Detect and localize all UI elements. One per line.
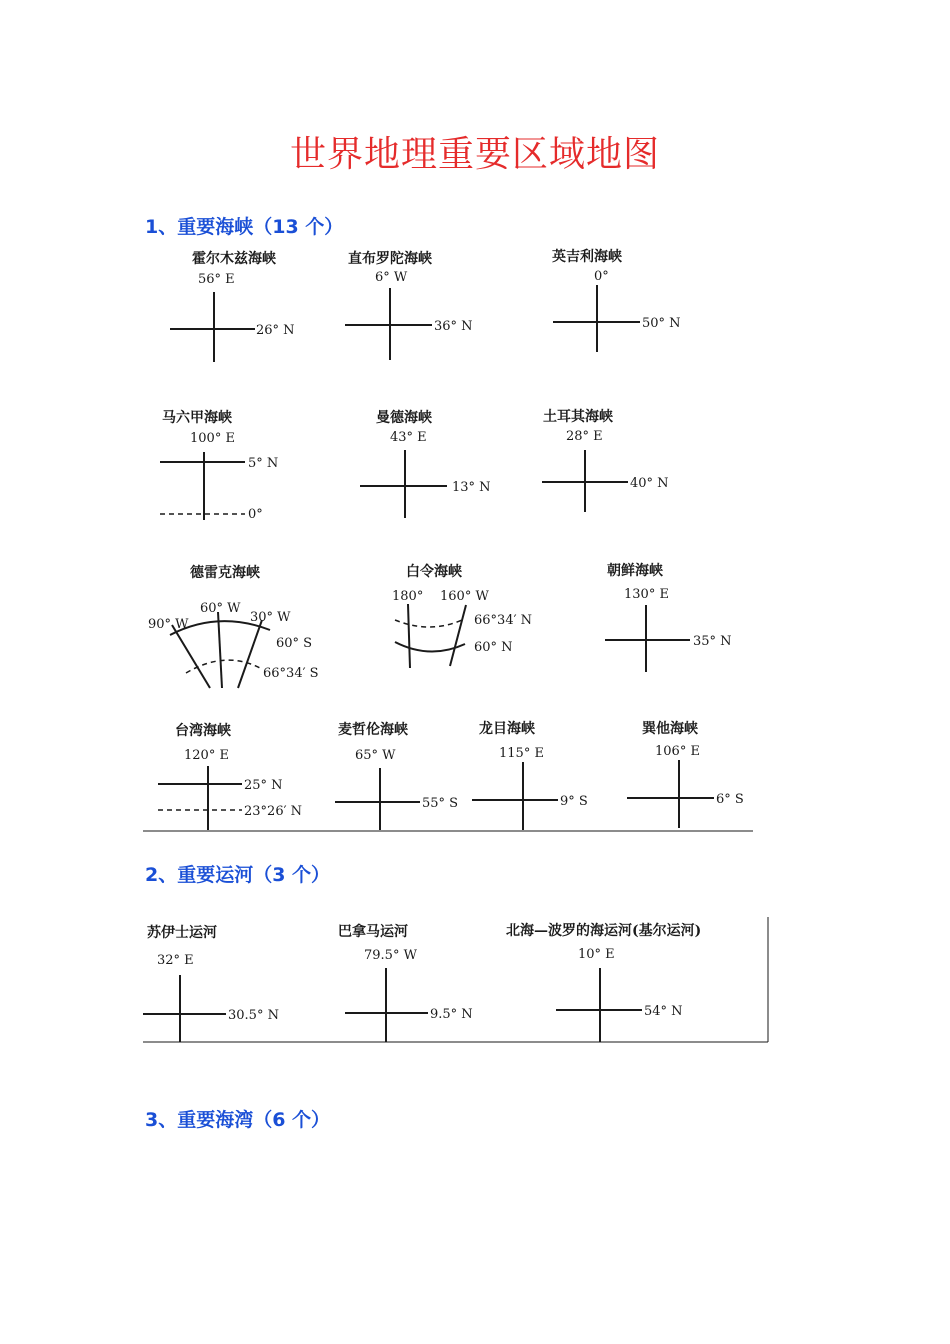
strait-gibraltar-lat: 36° N — [434, 319, 473, 334]
strait-taiwan-lat2: 23°26′ N — [244, 804, 303, 819]
strait-bering-lon1: 180° — [392, 589, 424, 604]
section-heading-bays: 3、重要海湾（6 个） — [145, 1109, 331, 1131]
strait-korea-lon: 130° E — [624, 587, 669, 602]
strait-english-channel-lat: 50° N — [642, 316, 681, 331]
strait-taiwan-lat: 25° N — [244, 778, 283, 793]
strait-hormuz-name: 霍尔木兹海峡 — [192, 251, 276, 267]
strait-magellan-lines — [335, 768, 420, 830]
canal-kiel-lat: 54° N — [644, 1004, 683, 1019]
strait-turkish-lon: 28° E — [566, 429, 603, 444]
strait-bab-el-mandeb-lon: 43° E — [390, 430, 427, 445]
canal-panama-name: 巴拿马运河 — [338, 924, 408, 940]
strait-english-channel-name: 英吉利海峡 — [552, 249, 622, 265]
strait-hormuz-lon: 56° E — [198, 272, 235, 287]
strait-magellan-lat: 55° S — [422, 796, 459, 811]
strait-gibraltar-lines — [345, 288, 432, 360]
strait-turkish-lat: 40° N — [630, 476, 669, 491]
strait-hormuz-lines — [170, 292, 255, 362]
strait-bering-name: 白令海峡 — [406, 564, 462, 580]
strait-taiwan-lines — [158, 766, 242, 830]
strait-gibraltar-name: 直布罗陀海峡 — [348, 251, 432, 267]
strait-malacca-lat2: 0° — [248, 507, 263, 522]
strait-taiwan-name: 台湾海峡 — [175, 723, 231, 739]
strait-malacca-name: 马六甲海峡 — [162, 410, 232, 426]
strait-gibraltar-lon: 6° W — [375, 270, 408, 285]
canal-suez-lat: 30.5° N — [228, 1008, 279, 1023]
strait-lombok-lon: 115° E — [499, 746, 544, 761]
strait-drake-name: 德雷克海峡 — [190, 565, 260, 581]
strait-hormuz-lat: 26° N — [256, 323, 295, 338]
strait-malacca-lines — [160, 452, 245, 520]
strait-drake-lon1: 90° W — [148, 617, 189, 632]
strait-lombok-lat: 9° S — [560, 794, 588, 809]
strait-magellan-name: 麦哲伦海峡 — [338, 722, 408, 738]
strait-bering-lines — [395, 604, 466, 668]
strait-malacca-lat: 5° N — [248, 456, 279, 471]
strait-sunda-lat: 6° S — [716, 792, 744, 807]
canal-panama-lat: 9.5° N — [430, 1007, 473, 1022]
page-title: 世界地理重要区域地图 — [289, 134, 660, 175]
canal-kiel-lon: 10° E — [578, 947, 615, 962]
canal-kiel-lines — [556, 968, 642, 1042]
strait-bering-lon2: 160° W — [440, 589, 489, 604]
strait-drake-lat2: 66°34′ S — [263, 666, 319, 681]
strait-drake-lon2: 60° W — [200, 601, 241, 616]
strait-drake-lat: 60° S — [276, 636, 313, 651]
strait-korea-lines — [605, 605, 690, 672]
strait-english-channel-lines — [553, 285, 640, 352]
strait-malacca-lon: 100° E — [190, 431, 235, 446]
strait-english-channel-lon: 0° — [594, 269, 609, 284]
strait-bab-el-mandeb-lines — [360, 450, 447, 518]
strait-drake-lon3: 30° W — [250, 610, 291, 625]
strait-bering-lat: 66°34′ N — [474, 613, 533, 628]
canal-suez-lines — [143, 975, 226, 1042]
strait-sunda-lines — [627, 760, 714, 828]
strait-sunda-lon: 106° E — [655, 744, 700, 759]
section-heading-canals: 2、重要运河（3 个） — [145, 864, 331, 886]
strait-lombok-name: 龙目海峡 — [479, 721, 535, 737]
canal-suez-name: 苏伊士运河 — [147, 925, 217, 941]
canal-kiel-name: 北海—波罗的海运河(基尔运河) — [506, 923, 702, 939]
strait-korea-name: 朝鲜海峡 — [607, 563, 663, 579]
strait-turkish-name: 土耳其海峡 — [543, 409, 613, 425]
strait-lombok-lines — [472, 762, 558, 830]
strait-sunda-name: 巽他海峡 — [642, 721, 698, 737]
strait-taiwan-lon: 120° E — [184, 748, 229, 763]
strait-korea-lat: 35° N — [693, 634, 732, 649]
strait-bab-el-mandeb-lat: 13° N — [452, 480, 491, 495]
canal-panama-lines — [345, 968, 428, 1042]
section-heading-straits: 1、重要海峡（13 个） — [145, 216, 344, 238]
strait-turkish-lines — [542, 450, 628, 512]
canal-panama-lon: 79.5° W — [364, 948, 417, 963]
strait-bering-lat2: 60° N — [474, 640, 513, 655]
strait-bab-el-mandeb-name: 曼德海峡 — [376, 410, 432, 426]
strait-magellan-lon: 65° W — [355, 748, 396, 763]
canal-suez-lon: 32° E — [157, 953, 194, 968]
